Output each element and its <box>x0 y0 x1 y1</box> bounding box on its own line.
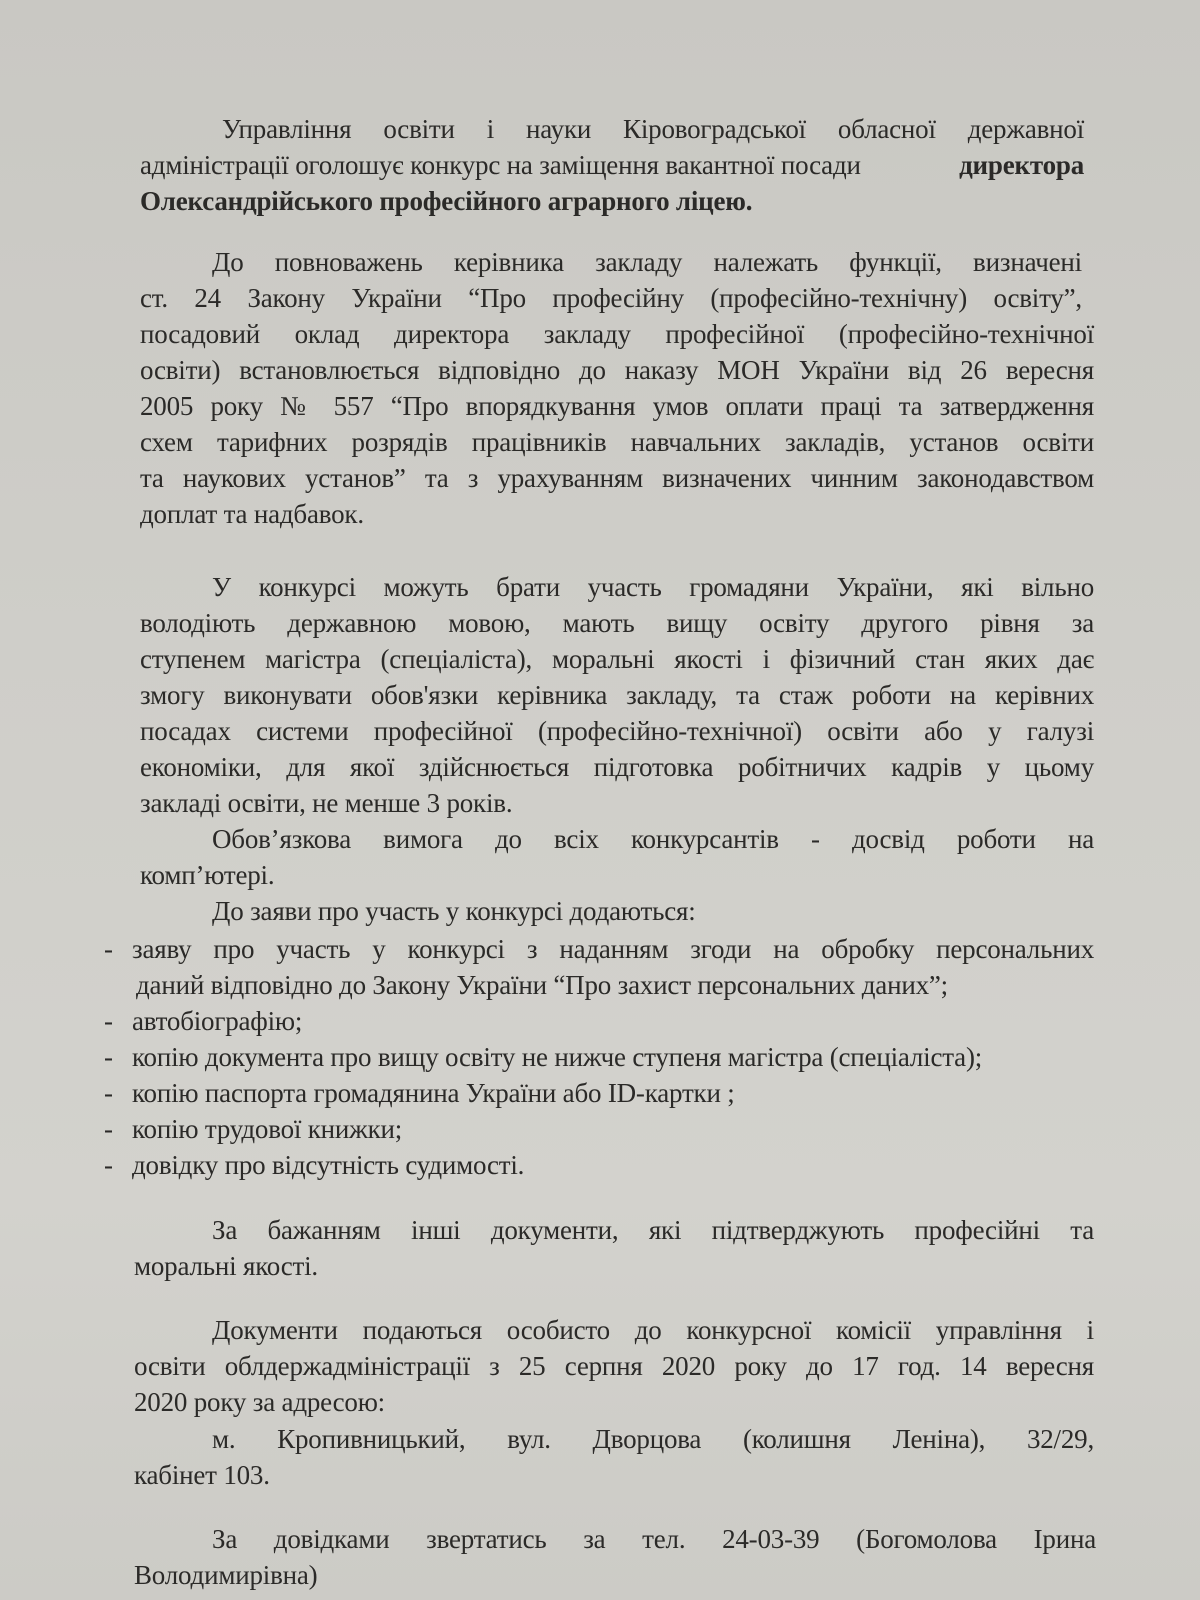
text-line: моральні якості. <box>134 1251 318 1281</box>
text-line <box>140 148 1084 182</box>
text-line: автобіографію; <box>132 1006 303 1036</box>
bullet-dash-icon: - <box>104 1150 113 1180</box>
text-line: копію паспорта громадянина України або ID-картки ; <box>132 1078 735 1108</box>
text-line: копію документа про вищу освіту не нижче ступеня магістра (спеціаліста); <box>132 1042 983 1072</box>
text-line: За бажанням інші документи, які підтверджують професійні та <box>212 1215 1094 1245</box>
bullet-dash-icon: - <box>104 1006 113 1036</box>
text-line: володіють державною мовою, мають вищу освіту другого рівня за <box>140 608 1094 638</box>
bullet-dash-icon: - <box>104 934 113 964</box>
text-line: довідку про відсутність судимості. <box>132 1150 525 1180</box>
text-line: Управління освіти і науки Кіровоградської обласної державної <box>222 114 1084 144</box>
text-line: заяву про участь у конкурсі з наданням згоди на обробку персональних <box>132 934 1094 964</box>
text-line: економіки, для якої здійснюється підготовка робітничих кадрів у цьому <box>140 752 1094 782</box>
text-line: кабінет 103. <box>134 1460 270 1490</box>
text-line: комп’ютері. <box>140 860 275 890</box>
text-span: адміністрації оголошує конкурс на заміщення вакантної посади <box>140 150 861 180</box>
text-line: закладі освіти, не менше 3 років. <box>140 788 513 818</box>
text-line: змогу виконувати обов'язки керівника закладу, та стаж роботи на керівних <box>140 680 1094 710</box>
bullet-dash-icon: - <box>104 1042 113 1072</box>
text-line: посадах системи професійної (професійно-технічної) освіти або у галузі <box>140 716 1094 746</box>
bullet-dash-icon: - <box>104 1114 113 1144</box>
text-line: 2020 року за адресою: <box>134 1387 385 1417</box>
text-line: освіти) встановлюється відповідно до наказу МОН України від 26 вересня <box>140 355 1094 385</box>
text-line: м. Кропивницький, вул. Дворцова (колишня Леніна), 32/29, <box>212 1424 1094 1454</box>
attachments-heading: До заяви про участь у конкурсі додаються: <box>212 896 696 926</box>
text-line: копію трудової книжки; <box>132 1114 403 1144</box>
text-line: За довідками звертатись за тел. 24-03-39 (Богомолова Ірина <box>212 1524 1096 1554</box>
text-line: ступенем магістра (спеціаліста), моральні якості і фізичний стан яких дає <box>140 644 1094 674</box>
text-line: У конкурсі можуть брати участь громадяни України, які вільно <box>212 572 1094 602</box>
bullet-dash-icon: - <box>104 1078 113 1108</box>
text-line: Обов’язкова вимога до всіх конкурсантів - досвід роботи на <box>212 824 1094 854</box>
text-line: даний відповідно до Закону України “Про захист персональних даних”; <box>136 970 948 1000</box>
text-line: 2005 року № 557 “Про впорядкування умов оплати праці та затвердження <box>140 391 1094 421</box>
text-line: схем тарифних розрядів працівників навчальних закладів, установ освіти <box>140 427 1094 457</box>
position-title: директора <box>959 150 1084 180</box>
text-line: та наукових установ” та з урахуванням визначених чинним законодавством <box>140 463 1094 493</box>
text-line: освіти облдержадміністрації з 25 серпня 2020 року до 17 год. 14 вересня <box>134 1351 1094 1381</box>
institution-name: Олександрійського професійного аграрного ліцею. <box>140 186 753 216</box>
text-line: Володимирівна) <box>134 1560 318 1590</box>
text-line: Документи подаються особисто до конкурсної комісії управління і <box>212 1315 1094 1345</box>
text-line: До повноважень керівника закладу належать функції, визначені <box>212 247 1082 277</box>
text-line: ст. 24 Закону України “Про професійну (професійно-технічну) освіту”, <box>140 283 1082 313</box>
text-line: доплат та надбавок. <box>140 499 364 529</box>
text-line: посадовий оклад директора закладу професійної (професійно-технічної <box>140 319 1094 349</box>
